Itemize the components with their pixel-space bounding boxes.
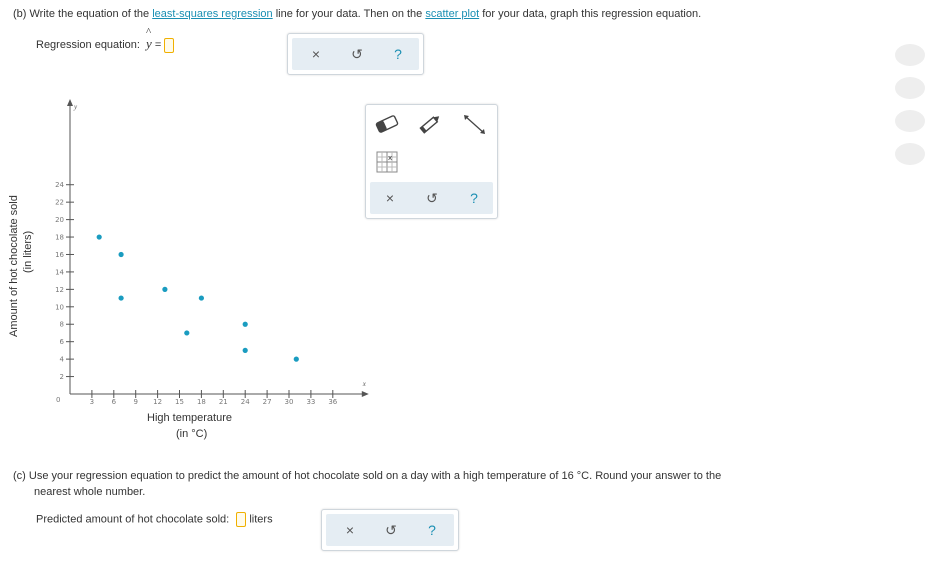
part-c-line-1: (c) Use your regression equation to predict the amount of hot chocolate sold on a day with a high temperature of 16 °C. Round your answer to the: [13, 470, 722, 482]
x-tick-label: 27: [262, 398, 272, 406]
x-tick-label: 18: [196, 398, 206, 406]
y-tick-label: 18: [55, 233, 64, 242]
x-tick-label: 6: [111, 398, 117, 406]
x-tick-label: 9: [133, 398, 138, 406]
y-axis-arrow: [67, 99, 73, 106]
x-tick-label: 12: [153, 398, 163, 406]
grid-move-icon[interactable]: [376, 151, 398, 173]
y-tick-label: 14: [55, 268, 64, 277]
x-axis-letter: x: [362, 380, 366, 388]
predicted-amount-input[interactable]: [236, 512, 246, 527]
answer-toolbar-b: [287, 33, 424, 75]
data-point: [119, 252, 124, 257]
x-tick-label: 15: [175, 398, 184, 406]
help-icon: ?: [470, 190, 478, 206]
decorative-circle: [895, 110, 925, 132]
graph-undo-button[interactable]: [412, 182, 452, 214]
y-tick-label: 16: [55, 250, 64, 259]
undo-icon: ↺: [385, 521, 397, 538]
part-c-line-2: nearest whole number.: [34, 486, 146, 498]
graph-clear-button[interactable]: [370, 182, 410, 214]
regression-equation-row: [36, 26, 174, 53]
data-point: [97, 234, 102, 239]
undo-icon: ↺: [351, 45, 363, 62]
predicted-row: [36, 512, 273, 527]
data-point: [184, 330, 189, 335]
x-axis-unit: (in °C): [176, 428, 208, 440]
regression-equation-input[interactable]: [164, 38, 174, 53]
unit-label: liters: [249, 513, 273, 526]
undo-button-c[interactable]: [371, 514, 411, 546]
data-point: [294, 357, 299, 362]
predicted-label: Predicted amount of hot chocolate sold:: [36, 513, 230, 526]
data-point: [243, 348, 248, 353]
scatter-plot[interactable]: [30, 98, 366, 408]
undo-button-b[interactable]: [337, 38, 377, 70]
data-point: [119, 295, 124, 300]
y-tick-label: 12: [55, 285, 64, 294]
answer-toolbar-c: [321, 509, 459, 551]
x-axis-arrow: [362, 391, 369, 397]
close-icon: ×: [345, 522, 355, 538]
graph-help-button[interactable]: [454, 182, 494, 214]
y-axis-title: Amount of hot chocolate sold: [8, 195, 20, 337]
x-tick-label: 21: [218, 398, 228, 406]
y-tick-label: 2: [59, 373, 64, 382]
help-button-c[interactable]: [412, 514, 452, 546]
data-point: [199, 295, 204, 300]
y-tick-label: 20: [55, 216, 64, 225]
y-axis-letter: y: [74, 103, 78, 111]
part-b-text-3: for your data, graph this regression equation.: [479, 8, 702, 20]
x-tick-label: 30: [284, 398, 294, 406]
scatter-plot-link[interactable]: scatter plot: [425, 8, 480, 20]
decorative-circle: [895, 143, 925, 165]
clear-button-b[interactable]: [296, 38, 336, 70]
x-tick-label: 36: [328, 398, 338, 406]
help-icon: ?: [394, 46, 402, 62]
data-point: [243, 322, 248, 327]
eraser-icon[interactable]: [374, 115, 400, 133]
clear-button-c[interactable]: [330, 514, 370, 546]
undo-icon: ↺: [426, 189, 438, 206]
line-tool-icon[interactable]: [462, 113, 488, 137]
regression-equation-label: Regression equation:: [36, 39, 140, 51]
graph-tools-panel: [365, 104, 498, 219]
least-squares-regression-link[interactable]: least-squares regression: [152, 8, 273, 20]
help-button-b[interactable]: [378, 38, 418, 70]
y-axis-unit: (in liters): [22, 230, 34, 273]
y-tick-label: 10: [55, 303, 64, 312]
x-tick-label: 24: [240, 398, 250, 406]
svg-text:x: x: [388, 154, 393, 162]
decorative-circle: [895, 77, 925, 99]
y-tick-label: 4: [59, 355, 64, 364]
y-tick-label: 24: [55, 181, 64, 190]
data-point: [162, 287, 167, 292]
origin-label: 0: [56, 396, 61, 404]
y-tick-label: 22: [55, 198, 64, 207]
part-b-text-1: (b) Write the equation of the: [13, 8, 153, 20]
y-tick-label: 8: [59, 320, 64, 329]
x-tick-label: 33: [306, 398, 316, 406]
y-tick-label: 6: [59, 338, 64, 347]
equals-sign: =: [154, 39, 162, 51]
pencil-icon[interactable]: [418, 113, 442, 135]
close-icon: ×: [385, 190, 395, 206]
graph-tools-actions: [370, 182, 493, 214]
part-b-question: [13, 8, 701, 20]
close-icon: ×: [311, 46, 321, 62]
part-b-text-2: line for your data. Then on the: [272, 8, 426, 20]
x-axis-title: High temperature: [147, 412, 232, 424]
help-icon: ?: [428, 522, 436, 538]
y-hat-symbol: ^ y: [146, 26, 152, 51]
decorative-circle: [895, 44, 925, 66]
x-tick-label: 3: [89, 398, 95, 406]
